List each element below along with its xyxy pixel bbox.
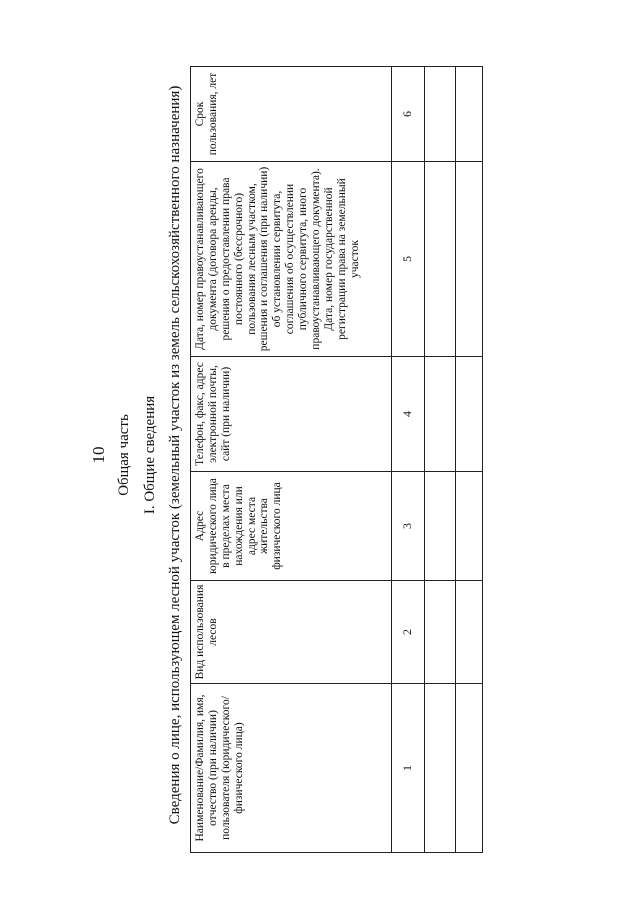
table-cell [425,472,456,581]
column-number: 5 [392,162,425,357]
header-document: Дата, номер правоустанавливающего документа (договора аренды, решения о предоставлении права постоянного (бессрочного) пользования лесным участком, решения и соглашения (при наличии) об установлении сервитута, соглашения об осуществлении публичного сервитута, иного правоустанавливающего документа). Дата, номер государственной регистрации права на земельный участок [191,162,392,357]
table-cell [456,162,483,357]
column-number-row [392,67,425,853]
table-cell [425,162,456,357]
page-number: 10 [89,446,108,464]
table-header-row [191,67,392,853]
table-cell [425,581,456,684]
header-contacts: Телефон, факс, адрес электронной почты, сайт (при наличии) [191,357,392,472]
column-number: 2 [392,581,425,684]
part-title: Общая часть [116,414,132,496]
table-cell [456,67,483,162]
section-title: I. Общие сведения [142,395,158,515]
column-number: 4 [392,357,425,472]
table-cell [456,581,483,684]
table-caption: Сведения о лице, использующем лесной участок (земельный участок из земель сельскохозяйственного назначения) [167,85,183,825]
header-address: Адрес юридического лица в пределах места нахождения или адрес места жительства физического лица [191,472,392,581]
header-forest-use-type: Вид использования лесов [191,581,392,684]
column-number: 1 [392,684,425,853]
header-user-name: Наименование/Фамилия, имя, отчество (при наличии) пользователя (юридического/физического лица) [191,684,392,853]
column-number: 6 [392,67,425,162]
rotated-page [85,30,625,880]
table-row [425,67,456,853]
table-cell [425,357,456,472]
table-cell [456,472,483,581]
table-row [456,67,483,853]
table-cell [425,684,456,853]
table-cell [425,67,456,162]
header-term: Срок пользования, лет [191,67,392,162]
table-cell [456,684,483,853]
table-cell [456,357,483,472]
user-info-table [190,66,483,853]
column-number: 3 [392,472,425,581]
